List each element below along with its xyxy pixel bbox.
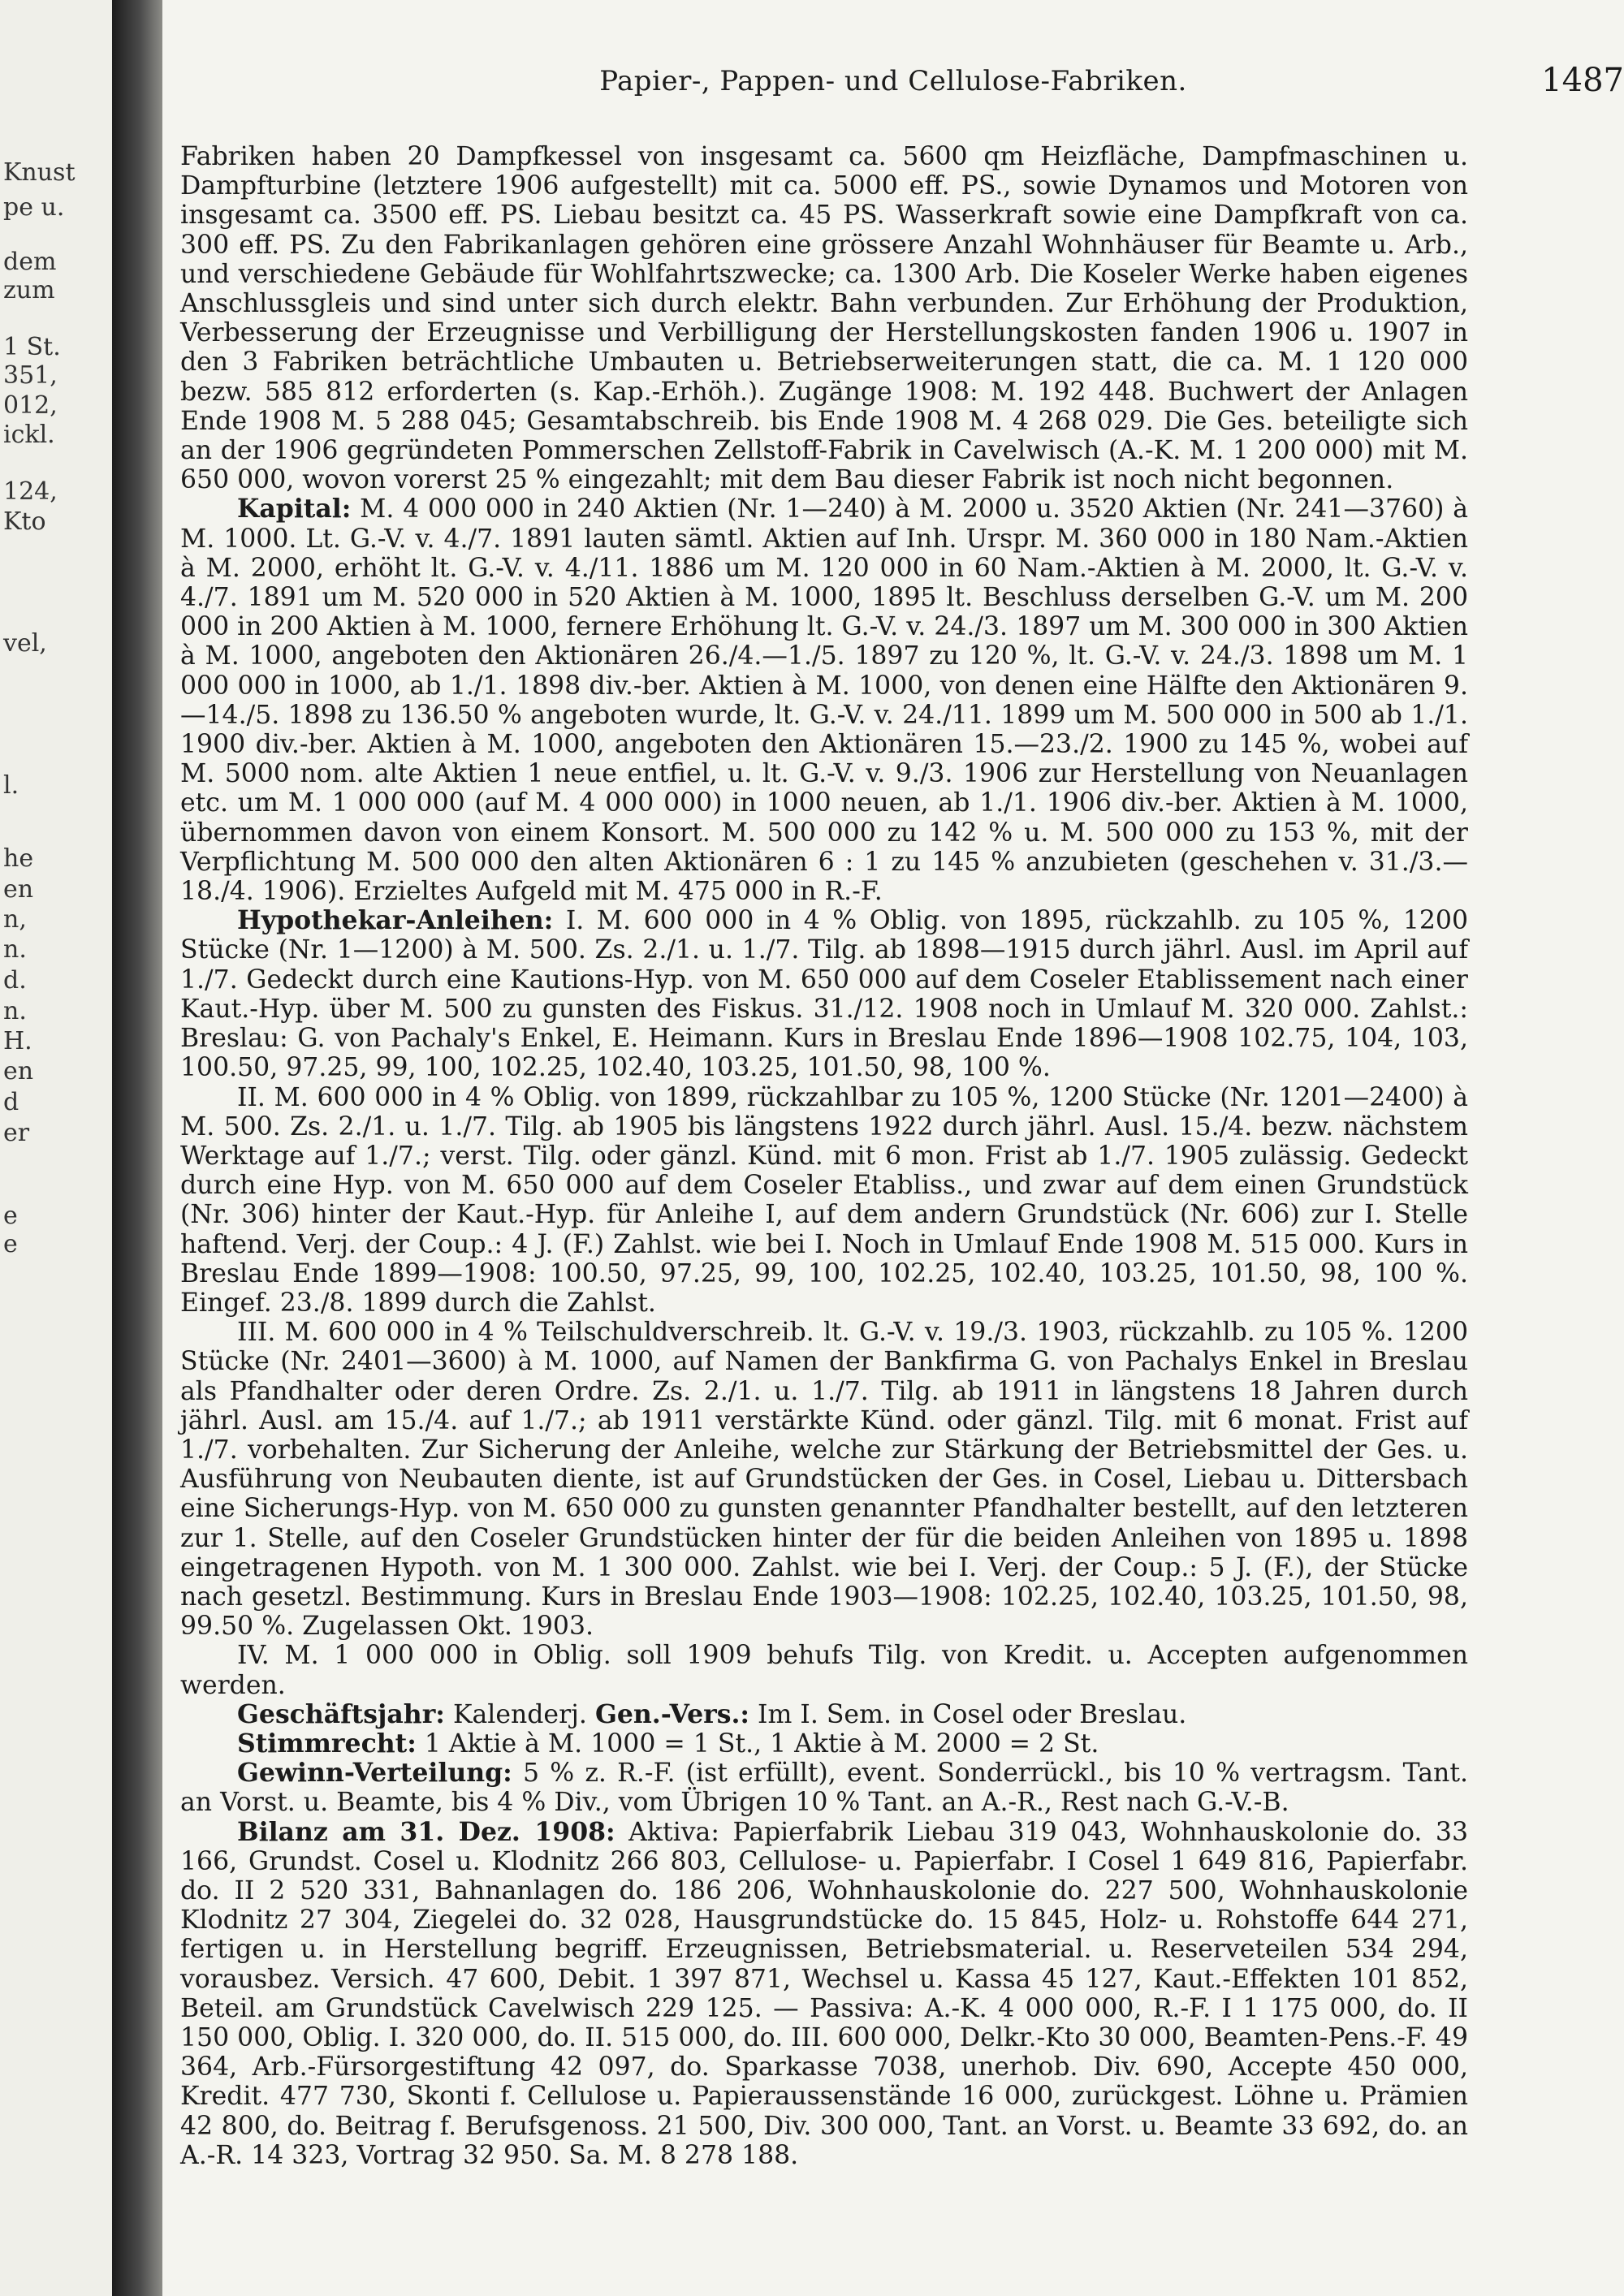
facing-page-fragment: ickl. bbox=[3, 421, 55, 449]
section-heading: Hypothekar-Anleihen: bbox=[237, 905, 554, 936]
facing-page-fragment: e bbox=[3, 1230, 18, 1258]
facing-page-fragment: d. bbox=[3, 966, 27, 995]
section-heading: Stimmrecht: bbox=[237, 1728, 417, 1759]
page-number: 1487 bbox=[1541, 62, 1624, 99]
facing-page-fragment: zum bbox=[3, 276, 55, 304]
facing-page-fragment: Kto bbox=[3, 507, 46, 536]
facing-page-fragment: en bbox=[3, 875, 34, 904]
section-heading: Bilanz am 31. Dez. 1908: bbox=[237, 1816, 615, 1847]
paragraph: Bilanz am 31. Dez. 1908: Aktiva: Papierfabrik Liebau 319 043, Wohnhauskolonie do. 33 166, Grundst. Cosel u. Klodnitz 266 803, Cellulose- u. Papierfabr. I Cosel 1 649 816, Papierfabr. do. II 2 520 331, Bahnanlagen do. 186 206, Wohnhauskolonie do. 227 500, Wohnhauskolonie Klodnitz 27 304, Ziegelei do. 32 028, Hausgrundstücke do. 15 845, Holz- u. Rohstoffe 644 271, fertigen u. in Herstellung begriff. Erzeugnissen, Betriebsmaterial. u. Reserveteilen 534 294, vorausbez. Versich. 47 600, Debit. 1 397 871, Wechsel u. Kassa 45 127, Kaut.-Effekten 101 852, Beteil. am Grundstück Cavelwisch 229 125. — Passiva: A.-K. 4 000 000, R.-F. I 1 175 000, do. II 150 000, Oblig. I. 320 000, do. II. 515 000, do. III. 600 000, Delkr.-Kto 30 000, Beamten-Pens.-F. 49 364, Arb.-Fürsorgestiftung 42 097, do. Sparkasse 7038, unerhob. Div. 690, Accepte 450 000, Kredit. 477 730, Skonti f. Cellulose u. Papieraussenstände 16 000, zurückgest. Löhne u. Prämien 42 800, do. Beitrag f. Berufsgenoss. 21 500, Div. 300 000, Tant. an Vorst. u. Beamte 33 692, do. an A.-R. 14 323, Vortrag 32 950. Sa. M. 8 278 188. bbox=[180, 1816, 1469, 2170]
facing-page-fragment: Knust bbox=[3, 158, 76, 187]
facing-page-fragment: e bbox=[3, 1202, 18, 1230]
facing-page-fragment: d bbox=[3, 1088, 19, 1116]
facing-page-fragment: vel, bbox=[3, 629, 47, 658]
facing-page-fragment: 351, bbox=[3, 361, 58, 390]
paragraph: III. M. 600 000 in 4 % Teilschuldverschreib. lt. G.-V. v. 19./3. 1903, rückzahlb. zu 105 %. 1200 Stücke (Nr. 2401—3600) à M. 1000, auf Namen der Bankfirma G. von Pachalys Enkel in Breslau als Pfandhalter oder deren Ordre. Zs. 2./1. u. 1./7. Tilg. ab 1911 in längstens 18 Jahren durch jährl. Ausl. am 15./4. auf 1./7.; ab 1911 verstärkte Künd. oder gänzl. Tilg. mit 6 monat. Frist auf 1./7. vorbehalten. Zur Sicherung der Anleihe, welche zur Stärkung der Betriebsmittel der Ges. u. Ausführung von Neubauten diente, ist auf Grundstücken der Ges. in Cosel, Liebau u. Dittersbach eine Sicherungs-Hyp. von M. 650 000 zu gunsten genannter Pfandhalter bestellt, auf den letzteren zur 1. Stelle, auf den Coseler Grundstücken hinter der für die beiden Anleihen von 1895 u. 1898 eingetragenen Hypoth. von M. 1 300 000. Zahlst. wie bei I. Verj. der Coup.: 5 J. (F.), der Stücke nach gesetzl. Bestimmung. Kurs in Breslau Ende 1903—1908: 102.25, 102.40, 103.25, 101.50, 98, 99.50 %. Zugelassen Okt. 1903. bbox=[180, 1318, 1468, 1642]
facing-page-fragment: er bbox=[3, 1119, 30, 1147]
paragraph: II. M. 600 000 in 4 % Oblig. von 1899, rückzahlbar zu 105 %, 1200 Stücke (Nr. 1201—2400) à M. 500. Zs. 2./1. u. 1./7. Tilg. ab 1905 bis längstens 1922 durch jährl. Ausl. 15./4. bezw. nächstem Werktage auf 1./7.; verst. Tilg. oder gänzl. Künd. mit 6 mon. Frist ab 1./7. 1905 zulässig. Gedeckt durch eine Hyp. von M. 650 000 auf dem Coseler Etabliss., und zwar auf dem einen Grundstück (Nr. 306) hinter der Kaut.-Hyp. für Anleihe I, auf dem andern Grundstück (Nr. 606) zur I. Stelle haftend. Verj. der Coup.: 4 J. (F.) Zahlst. wie bei I. Noch in Umlauf Ende 1908 M. 515 000. Kurs in Breslau Ende 1899—1908: 100.50, 97.25, 99, 100, 102.25, 102.40, 103.25, 101.50, 98, 100 %. Eingef. 23./8. 1899 durch die Zahlst. bbox=[180, 1082, 1468, 1318]
paragraph: Fabriken haben 20 Dampfkessel von insgesamt ca. 5600 qm Heizfläche, Dampfmaschinen u. Dampfturbine (letztere 1906 aufgestellt) mit ca. 5000 eff. PS., sowie Dynamos und Motoren von insgesamt ca. 3500 eff. PS. Liebau besitzt ca. 45 PS. Wasserkraft sowie eine Dampfkraft von ca. 300 eff. PS. Zu den Fabrikanlagen gehören eine grössere Anzahl Wohnhäuser für Beamte u. Arb., und verschiedene Gebäude für Wohlfahrtszwecke; ca. 1300 Arb. Die Koseler Werke haben eigenes Anschlussgleis und sind unter sich durch elektr. Bahn verbunden. Zur Erhöhung der Produktion, Verbesserung der Erzeugnisse und Verbilligung der Herstellungskosten fanden 1906 u. 1907 in den 3 Fabriken beträchtliche Umbauten u. Betriebserweiterungen statt, die ca. M. 1 120 000 bezw. 585 812 erforderten (s. Kap.-Erhöh.). Zugänge 1908: M. 192 448. Buchwert der Anlagen Ende 1908 M. 5 288 045; Gesamtabschreib. bis Ende 1908 M. 4 268 029. Die Ges. beteiligte sich an der 1906 gegründeten Pommerschen Zellstoff-Fabrik in Cavelwisch (A.-K. M. 1 200 000) mit M. 650 000, wovon vorerst 25 % eingezahlt; mit dem Bau dieser Fabrik ist noch nicht begonnen. bbox=[180, 142, 1468, 495]
book-page bbox=[162, 0, 1624, 2296]
facing-page-fragment: dem bbox=[3, 248, 57, 276]
facing-page-fragment: n, bbox=[3, 905, 27, 934]
facing-page-edge bbox=[0, 0, 112, 2296]
facing-page-fragment: pe u. bbox=[3, 193, 65, 222]
facing-page-fragment: 1 St. bbox=[3, 333, 61, 361]
section-heading: Kapital: bbox=[237, 494, 352, 524]
running-title: Papier-, Pappen- und Cellulose-Fabriken. bbox=[599, 65, 1187, 97]
facing-page-fragment: l. bbox=[3, 771, 19, 800]
paragraph: Hypothekar-Anleihen: I. M. 600 000 in 4 % Oblig. von 1895, rückzahlb. zu 105 %, 1200 Stücke (Nr. 1—1200) à M. 500. Zs. 2./1. u. 1./7. Tilg. ab 1898—1915 durch jährl. Ausl. im April auf 1./7. Gedeckt durch eine Kautions-Hyp. von M. 650 000 auf dem Coseler Etablissement nach einer Kaut.-Hyp. über M. 500 zu gunsten des Fiskus. 31./12. 1908 noch in Umlauf M. 320 000. Zahlst.: Breslau: G. von Pachaly's Enkel, E. Heimann. Kurs in Breslau Ende 1896—1908 102.75, 104, 103, 100.50, 97.25, 99, 100, 102.25, 102.40, 103.25, 101.50, 98, 100 %. bbox=[180, 905, 1468, 1083]
paragraph: Stimmrecht: 1 Aktie à M. 1000 = 1 St., 1 Aktie à M. 2000 = 2 St. bbox=[237, 1728, 1099, 1759]
book-gutter bbox=[112, 0, 162, 2296]
body-text bbox=[180, 142, 1468, 2170]
facing-page-fragment: H. bbox=[3, 1027, 32, 1055]
section-heading: Gen.-Vers.: bbox=[594, 1698, 750, 1729]
paragraph: Kapital: M. 4 000 000 in 240 Aktien (Nr. 1—240) à M. 2000 u. 3520 Aktien (Nr. 241—3760) à M. 1000. Lt. G.-V. v. 4./7. 1891 lauten sämtl. Aktien auf Inh. Urspr. M. 360 000 in 180 Nam.-Aktien à M. 2000, erhöht lt. G.-V. v. 4./11. 1886 um M. 120 000 in 60 Nam.-Aktien à M. 2000, lt. G.-V. v. 4./7. 1891 um M. 520 000 in 520 Aktien à M. 1000, 1895 lt. Beschluss derselben G.-V. um M. 200 000 in 200 Aktien à M. 1000, fernere Erhöhung lt. G.-V. v. 24./3. 1897 um M. 300 000 in 300 Aktien à M. 1000, angeboten den Aktionären 26./4.—1./5. 1897 zu 120 %, lt. G.-V. v. 24./3. 1898 um M. 1 000 000 in 1000, ab 1./1. 1898 div.-ber. Aktien à M. 1000, von denen eine Hälfte den Aktionären 9.—14./5. 1898 zu 136.50 % angeboten wurde, lt. G.-V. v. 24./11. 1899 um M. 500 000 in 500 ab 1./1. 1900 div.-ber. Aktien à M. 1000, angeboten den Aktionären 15.—23./2. 1900 zu 145 %, wobei auf M. 5000 nom. alte Aktien 1 neue entfiel, u. lt. G.-V. v. 9./3. 1906 zur Herstellung von Neuanlagen etc. um M. 1 000 000 (auf M. 4 000 000) in 1000 neuen, ab 1./1. 1906 div.-ber. Aktien à M. 1000, übernommen davon von einem Konsort. M. 500 000 zu 142 % u. M. 500 000 zu 153 %, mit der Verpflichtung M. 500 000 den alten Aktionären 6 : 1 zu 145 % anzubieten (geschehen v. 31./3.—18./4. 1906). Erzieltes Aufgeld mit M. 475 000 in R.-F. bbox=[180, 494, 1468, 907]
facing-page-fragment: n. bbox=[3, 935, 27, 964]
paragraph: IV. M. 1 000 000 in Oblig. soll 1909 behufs Tilg. von Kredit. u. Accepten aufgenommen werden. bbox=[180, 1641, 1468, 1700]
facing-page-fragment: 012, bbox=[3, 391, 58, 420]
paragraph: Gewinn-Verteilung: 5 % z. R.-F. (ist erfüllt), event. Sonderrückl., bis 10 % vertragsm. Tant. an Vorst. u. Beamte, bis 4 % Div., vom Übrigen 10 % Tant. an A.-R., Rest nach G.-V.-B. bbox=[180, 1758, 1468, 1818]
facing-page-fragment: he bbox=[3, 844, 34, 873]
paragraph: Geschäftsjahr: Kalenderj. Gen.-Vers.: Im I. Sem. in Cosel oder Breslau. bbox=[237, 1698, 1187, 1729]
facing-page-fragment: n. bbox=[3, 997, 27, 1025]
facing-page-fragment: en bbox=[3, 1057, 34, 1085]
section-heading: Gewinn-Verteilung: bbox=[237, 1758, 512, 1789]
running-head bbox=[162, 62, 1624, 106]
section-heading: Geschäftsjahr: bbox=[237, 1698, 445, 1729]
facing-page-fragment: 124, bbox=[3, 477, 58, 506]
